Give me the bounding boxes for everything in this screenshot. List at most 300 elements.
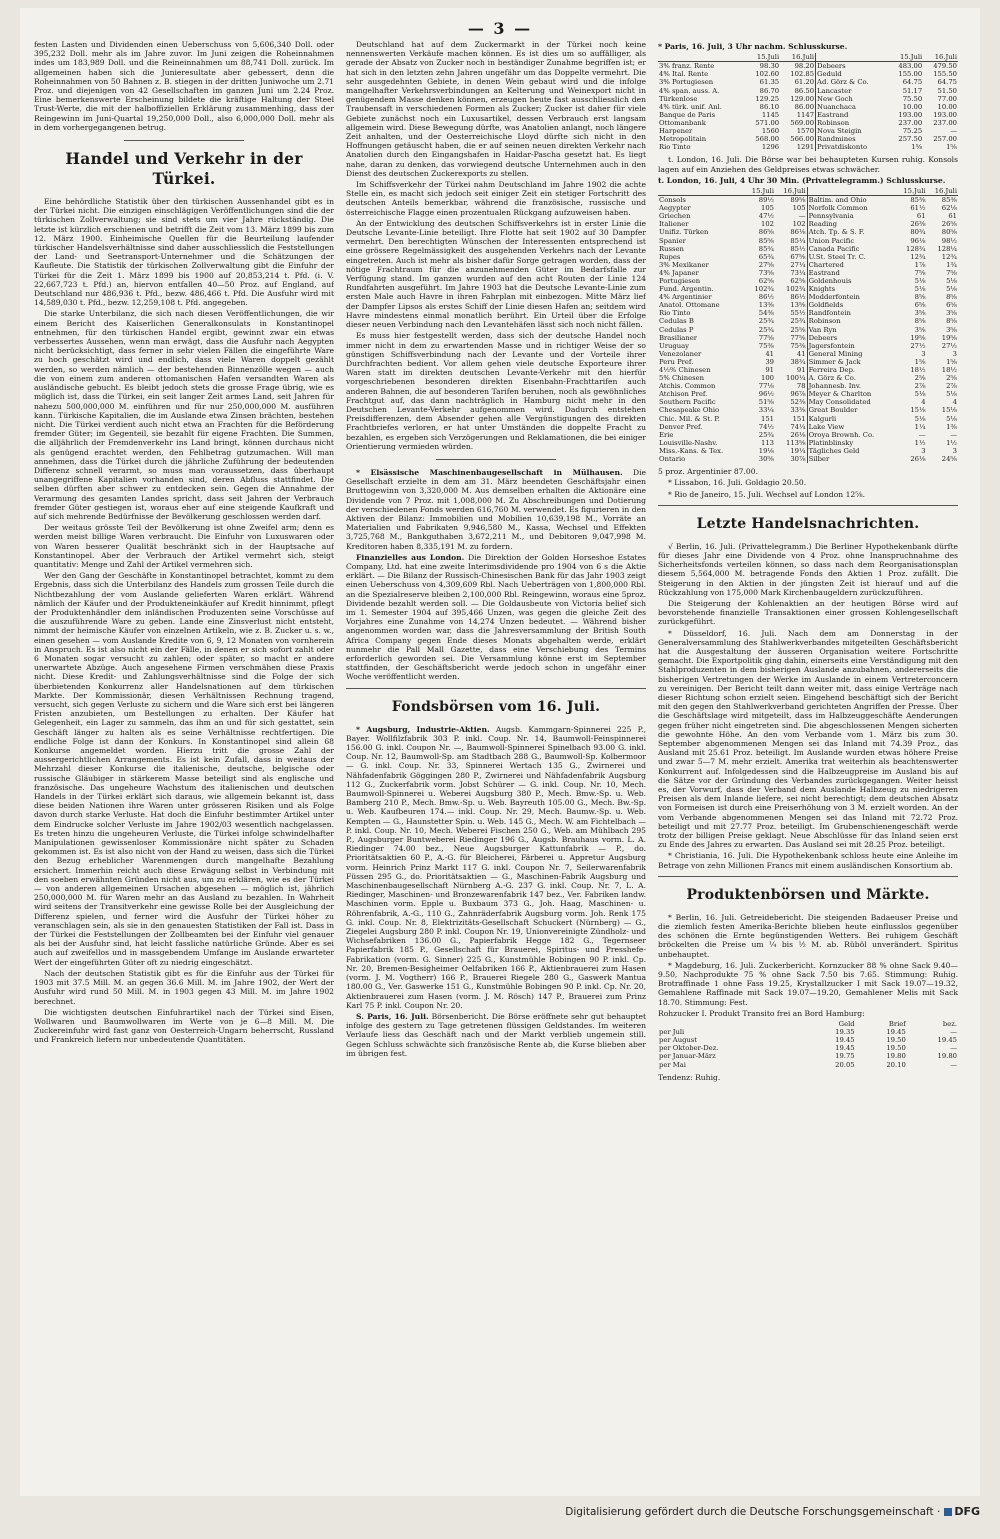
table-row: [658, 261, 958, 269]
table-cell-value: 1⅝: [911, 143, 923, 152]
column-1: [34, 40, 334, 1480]
table-cell-value: 6⅝: [914, 301, 926, 310]
table-cell-label: 3% Portugiesen: [659, 78, 714, 87]
table-cell-value: 105: [792, 204, 806, 213]
table-cell-value: 13⅝: [790, 301, 806, 310]
news-item: * Düsseldorf, 16. Juli. Nach dem am Donnerstag in der Generalversammlung des Stahlwerkverbandes mitgeteilten Geschäftsbericht hat die Ausgestaltung der äusseren Organisation weitere Fortschritte gemacht. Die Exportpolitik ging dahin, einerseits eine Verständigung mit den Stahlproduzenten in dem bisherigen Auslande anzubahnen, andererseits die bisherigen Vertretungen der Werke im Auslande in einem Vertreterconcern zu vereinigen. Der Bericht teilt dann weiter mit, dass einige Verträge nach dieser Richtung schon erzielt seien. Eingehend beschäftigt sich der Bericht mit den gegen den Stahlwerkverband gerichteten Angriffen der Presse. Über die Geschäftslage wird mitgeteilt, dass im Halbzeuggeschäfte Aenderungen gegen früher nicht eingetreten sind. Die abgeschlossenen Mengen sicherten die gewohnte Höhe. An den vom Verbande vom 1. März bis zum 30. September abgenommenen Mengen sei das Inland mit 74.39 Proz., das Ausland mit 25.61 Proz. beteiligt. Im Auslande wurden etwas höhere Preise und zwar 5—7 M. mehr erzielt. Amerika trat weiterhin als beachtenswerter Konkurrent auf. Infolgedessen sind die Halbzeugpreise im Ausland bis auf die Sätze vor der Gründung des Verbandes zurückgegangen. Weiter heisst es, der Vorwurf, dass der Verband dem Auslande Halbzeug zu niedrigeren Preisen als dem Inlande liefere, sei nicht berechtigt; dem deutschen Absatz von Formeisen ist durch eine Preiserhöhung von 3 M. erzielt worden. An der vom Verbande abgenommenen Mengen sei das Inland mit 72.72 Proz. beteiligt und mit 27.77 Proz. beteiligt. Im Grubenschienengeschäft werde trotz der billigen Preise geklagt. Neue Abschlüsse für das Inland seien erst zu Ende des Jahres zu erwarten. Das Ausland sei mit 28.25 Proz. beteiligt.: [658, 628, 958, 850]
table-cell-value: 237.00: [933, 118, 957, 127]
table-cell-value: 78: [796, 382, 806, 391]
table-cell-value: 25¾: [758, 430, 775, 439]
table-row: [658, 245, 958, 253]
table-cell-value: 73¼: [790, 268, 806, 277]
table-cell-label: Simmer & Jack: [807, 358, 895, 366]
table-cell-value: 155.00: [898, 70, 923, 79]
table-cell-value: 5⅛: [946, 414, 957, 423]
divider: [658, 876, 958, 877]
table-cell-value: 19.75: [835, 1052, 855, 1061]
table-cell-value: 100: [761, 374, 775, 383]
table-cell-value: 77⅝: [758, 333, 775, 342]
market-item-text: Augsb. Kammgarn-Spinnerei 225 P., Bayer. Wollfilzfabrik 303 P. inkl. Coup. Nr. 14, Baumwoll-Feinspinnerei 156.00 G. inkl. Coupon Nr. —, Baumwoll-Spinnerei Spinelbach 93.00 G. inkl. Coup. Nr. 12, Baumwoll-Sp. am Stadtbach 288 G., Baumwoll-Sp. Kolbermoor — G. inkl. Coup. Nr. 33, Spinnerei Wertach 135 G., Zwirnerei und Nähfadenfabrik Göggingen 280 P., Zwirnerei und Nähfadenfabrik Augsburg 112 G., Zuckerfabrik vorm. Jobst Schürer — G. inkl. Coup. Nr. 10, Mech. Baumwoll-Spinnerei u. Weberei Augsburg 380 P., Mech. Bmw.-Sp. u. Web. Bamberg 210 P., Mech. Bmw.-Sp. u. Web. Bayreuth 105.00 G., Mech. Bw.-Sp. u. Web. Kaufbeuren 174.— inkl. Coup. Nr. 29, Mech. Baumw.-Sp. u. Web. Kempten — G., Haunstetter Spin. u. Web. 145 G., Mech. W. am Fichtelbach — P. inkl. Coup. Nr. 10, Mech. Weberei Fischen 250 G., Web. am Mühlbach 295 P., Augsburger Buntweberei Riedinger 196 G., Augsb. Brauhaus vorm. L. A. Riedinger 74.00 bez., Neue Augsburger Kattunfabrik — P., do. Prioritätsaktien 60 P., A.-G. für Bleicherei, Färberei u. Appretur Augsburg vorm. Heinrich Prinz Markt 117 G. inkl. Coupon Nr. 7, Seilerwarenfabrik Füssen 295 G., do. Prioritätsaktien — G., Maschinen-Fabrik Augsburg und Maschinenbaugesellschaft Nürnberg A.-G. 237 G. inkl. Coup. Nr. 7, L. A. Riedinger, Maschinen- und Bronzewarenfabrik 147 bez., Ver. Fabriken landw. Maschinen vorm. Epple u. Buxbaum 373 G., Joh. Haag, Maschinen- u. Röhrenfabrik, A.-G., 110 G., Zahnräderfabrik Augsburg vorm. Joh. Renk 175 G. inkl. Coup. Nr. 8, Elektrizitäts-Gesellschaft Schuckert (Nürnberg) — G., Ziegelei Augsburg 280 P. inkl. Coupon Nr. 19, Unionvereinigte Zündholz- und Wichsefabriken 136.00 G., Papierfabrik Hegge 182 G., Tegernseer Papierfabrik 185 P., Gesellschaft für Brauerei, Spiritus- und Presshefe-Fabrikation (vorm. G. Sinner) 225 G., Kunstmühle Bobingen 90 P. inkl. Cp. Nr. 20, Bremen-Besigheimer Oelfabriken 166 P., Aktienbrauerei zum Hasen (vorm. J. M. Vogtherr) 166 P., Brauerei Riegele 280 G., Gaswerk Mantua 180.00 G., Ver. Gaswerke 151 G., Kunstmühle Bobingen 90 P. inkl. Cp. Nr. 20, Aktienbrauerei zum Hasen (vorm. J. M. Rösch) 147 P., Brauerei zum Prinz Karl 75 P. inkl. Coupon Nr. 20.: [346, 724, 646, 1010]
table-cell-label: per August: [659, 1036, 698, 1045]
table-row: [658, 204, 958, 212]
table-cell-value: 61: [948, 212, 957, 221]
table-cell-value: 1145: [761, 110, 780, 119]
table-cell-value: 102.60: [755, 70, 780, 79]
table-cell-label: Erie: [659, 430, 674, 439]
table-cell-value: 41: [765, 349, 775, 358]
table-cell-value: 96⅞: [790, 390, 806, 399]
table-cell-label: Tägliches Geld: [807, 447, 895, 455]
table-cell-label: 4% türk. unif. Anl.: [659, 102, 722, 111]
table-cell-value: 19⅝: [910, 333, 926, 342]
table-cell-label: Baltim. and Ohio: [807, 196, 895, 205]
table-row: [658, 1044, 958, 1052]
table-row: [658, 1052, 958, 1060]
table-cell-value: 151: [761, 414, 775, 423]
table-header: Brief: [888, 1020, 906, 1029]
table-cell-value: 100¼: [786, 374, 806, 383]
table-cell-value: 129.25: [755, 94, 780, 103]
lissabon-note: * Lissabon, 16. Juli. Goldagio 20.50.: [668, 478, 807, 488]
table-row: [658, 439, 958, 447]
table-cell-label: Ad. Görz & Co.: [816, 78, 889, 86]
footer: [20, 1505, 980, 1518]
table-cell-value: 128¼: [937, 244, 957, 253]
table-cell-value: 73⅝: [758, 268, 775, 277]
table-cell-value: 3⅝: [914, 309, 926, 318]
table-row: [658, 415, 958, 423]
table-cell-label: Rio Tinto: [659, 143, 691, 152]
table-cell-value: 13⅜: [758, 301, 775, 310]
news-list: [658, 542, 958, 870]
table-cell-label: Louisville-Nashv.: [659, 438, 718, 447]
table-cell-value: 85¾: [758, 244, 775, 253]
table-cell-value: 5⅛: [914, 414, 926, 423]
table-row: [658, 1036, 958, 1044]
table-cell-value: 569.00: [790, 118, 815, 127]
table-cell-value: 257.00: [933, 135, 957, 144]
table-cell-value: 1⅝: [946, 357, 957, 366]
table-row: [658, 277, 958, 285]
table-cell-value: 98.30: [759, 62, 780, 71]
table-cell-value: 26⅛: [910, 455, 926, 464]
table-cell-label: Union Pacific: [807, 237, 895, 245]
section-headline-produkten: Produktenbörsen und Märkte.: [686, 886, 930, 903]
article-paragraph: Es muss hier festgestellt werden, dass sich der deutsche Handel noch immer nicht in dem zu erwartenden Masse und in richtiger Weise der so günstigen Schiffsverbindung nach der Levante und der Vorteile ihrer Durchfrachten bedient. Vor allem gehen viele deutsche Exporteure ihrer Waren statt im direkten deutschen Levante-Verkehr mit den hierfür vorgeschriebenen besonderen direkten Eisenbahn-Frachttarifen auch anderen Bahnen, die auf besonderen Tarifen beruhen, noch als gewöhnliches Frachtgut auf, das dann nachträglich in Hamburg nicht mehr in den Deutschen Levante-Verkehr aufgenommen wird. Dadurch entstehen Preisdifferenzen, dem Absender gehen alle Vergünstigungen des direkten Frachtbriefes verloren, er hat unter Umständen die doppelte Fracht zu bezahlen, es ergeben sich Verzögerungen und Reklamationen, die bei einiger Orientierung vermieden würden.: [346, 331, 646, 451]
table-row: [658, 269, 958, 277]
table-cell-value: 74¼: [790, 422, 806, 431]
table-cell-value: 3: [921, 446, 926, 455]
section-headline-fondsboersen: Fondsbörsen vom 16. Juli.: [391, 698, 601, 715]
table-cell-value: —: [950, 1028, 957, 1037]
table-cell-value: 65¾: [758, 252, 775, 261]
table-cell-value: 61.20: [794, 78, 815, 87]
table-row: [658, 285, 958, 293]
table-cell-value: 80⅝: [941, 228, 957, 237]
column-2: [346, 40, 646, 1480]
table-cell-label: Türkenlose: [659, 94, 698, 103]
table-header-row: [658, 187, 958, 196]
table-cell-value: 5⅛: [914, 276, 926, 285]
table-row: [658, 293, 958, 301]
table-cell-value: 3: [921, 349, 926, 358]
table-cell-label: Debeers: [807, 334, 895, 342]
table-cell-value: 1¼: [914, 422, 926, 431]
table-cell-label: Goldfields: [807, 301, 895, 309]
table-row: [658, 406, 958, 414]
table-cell-value: 33⅜: [790, 406, 806, 415]
rio-note: * Rio de Janeiro, 15. Juli. Wechsel auf London 12⅝.: [668, 489, 866, 499]
table-cell-value: —: [918, 430, 926, 439]
table-row: [658, 143, 958, 151]
table-cell-value: 77⅝: [790, 333, 806, 342]
table-cell-value: 86⅝: [758, 228, 775, 237]
newspaper-page: [20, 8, 980, 1496]
table-cell-label: Ferreira Dep.: [807, 366, 895, 374]
table-cell-value: 1296: [761, 143, 780, 152]
table-row: [658, 398, 958, 406]
table-row: [658, 358, 958, 366]
table-cell-value: 27½: [910, 341, 926, 350]
table-cell-label: Robinson: [807, 317, 895, 325]
table-cell-label: per Januar-März: [659, 1052, 716, 1061]
table-cell-value: 19.80: [886, 1052, 906, 1061]
table-cell-value: 30⅝: [758, 455, 775, 464]
table-cell-label: Robinson: [816, 119, 889, 127]
table-cell-value: 25¾: [758, 317, 775, 326]
table-cell-value: —: [950, 127, 957, 136]
section-headline-handelsnachrichten: Letzte Handelsnachrichten.: [696, 515, 920, 532]
table-cell-value: 10.00: [902, 102, 923, 111]
table-cell-label: Canada Pacific: [807, 245, 895, 253]
table-cell-value: 20.10: [886, 1060, 906, 1069]
table-cell-value: 5⅛: [914, 285, 926, 294]
table-cell-label: Goldenhouis: [807, 277, 895, 285]
table-cell-value: 1½: [914, 438, 926, 447]
table-cell-value: 113⅝: [786, 438, 806, 447]
table-cell-value: 47½: [758, 212, 775, 221]
london-intro: t. London, 16. Juli. Die Börse war bei behaupteten Kursen ruhig. Konsols lagen auf ein Anziehen des Geldpreises etwas schwächer.: [658, 155, 958, 174]
table-cell-value: 8⅝: [946, 317, 957, 326]
news-item-text: Die Gesellschaft erzielte in dem am 31. März beendeten Geschäftsjahr einen Bruttogewinn von 3,320,000 M. Aus demselben erhalten die Aktionäre eine Dividende von 7 Proz. mit 1,008,000 M. Zu Abschreibungen und Dotierung der verschiedenen Fonds werden 616,760 M. verwendet. Es figurieren in den Aktiven der Bilanz: Immobilien und Mobilien 10,639,198 M., Vorräte an Materialien und Fabrikaten 9,946,580 M., Kassa, Wechsel und Effekten 3,725,768 M., Bankguthaben 3,672,211 M., und Debitoren 9,047,998 M. Kreditoren haben 8,335,191 M. zu fordern.: [346, 467, 646, 551]
table-cell-value: 19⅛: [758, 446, 775, 455]
table-cell-value: 1⅝: [946, 143, 957, 152]
table-cell-value: —: [950, 1044, 957, 1053]
table-cell-value: 1147: [796, 110, 815, 119]
table-cell-value: 64.75: [902, 78, 923, 87]
news-item: Die Steigerung der Kohlenaktien an der heutigen Börse wird auf bevorstehende finanzielle Transaktionen einer grossen Kohlengesellschaft zurückgeführt.: [658, 598, 958, 627]
table-row: [658, 212, 958, 220]
table-cell-value: 89½: [758, 196, 775, 205]
table-cell-label: 4% Ital. Rente: [659, 70, 709, 79]
paris-quotes-table: [658, 53, 958, 151]
news-item: √ Berlin, 16. Juli. (Privattelegramm.) Die Berliner Hypothekenbank dürfte für dieses Jahr eine Dividende von 4 Proz. ohne Inanspruchnahme des Sicherheitsfonds verteilen können, so dass nach dem Reorganisationsplan diesem 5,564,000 M. betragende Fonds den Aktien 1 Proz. zufällt. Die Steigerung in den Aktien in der jüngsten Zeit ist hierauf und auf die Rückzahlung von 175,000 Mark Kirchenbaugeldern zurückzuführen.: [658, 541, 958, 597]
table-cell-value: 3⅝: [946, 309, 957, 318]
table-cell-value: 54⅜: [758, 309, 775, 318]
market-item-text: Börsenbericht. Die Börse eröffnete sehr gut behauptet infolge des gestern zu Tage getretenen flüssigen Geldstandes. Im weiteren Verlaufe liess das Geschäft nach und der Markt verblieb ungemein still. Gegen Schluss schwächte sich französische Rente ab, die Kurse blieben aber im übrigen fest.: [346, 1011, 646, 1058]
table-cell-value: 85⅜: [910, 196, 926, 205]
table-cell-label: Jagersfontein: [807, 342, 895, 350]
table-cell-value: 2⅞: [946, 382, 957, 391]
table-header: 16.Juli: [775, 187, 807, 196]
table-header: 16.Juli: [927, 187, 958, 196]
table-cell-value: 15⅛: [941, 406, 957, 415]
london-quotes-heading: t. London, 16. Juli, 4 Uhr 30 Min. (Privattelegramm.) Schlusskurse.: [658, 175, 946, 185]
table-cell-value: 3: [952, 446, 957, 455]
table-cell-value: 86.50: [794, 86, 815, 95]
table-cell-value: 113: [761, 438, 775, 447]
table-cell-label: 3% franz. Rente: [659, 62, 715, 71]
table-cell-value: 19.35: [835, 1028, 855, 1037]
table-cell-value: 20.05: [835, 1060, 855, 1069]
prod-tendenz: Tendenz: Ruhig.: [658, 1072, 721, 1082]
table-cell-value: 568.00: [755, 135, 780, 144]
footer-credit: Digitalisierung gefördert durch die Deutsche Forschungsgemeinschaft ·: [565, 1505, 941, 1518]
table-row: [658, 103, 958, 111]
table-cell-value: 257.50: [898, 135, 923, 144]
table-cell-label: Privatdiskonto: [816, 143, 889, 151]
table-header: bez.: [942, 1020, 957, 1029]
table-cell-value: 25¾: [758, 325, 775, 334]
table-row: [658, 220, 958, 228]
table-row: [658, 447, 958, 455]
page-number: — 3 —: [467, 19, 533, 38]
table-cell-value: 4: [921, 398, 926, 407]
table-cell-label: Banque de Paris: [659, 110, 716, 119]
table-cell-value: 62⅛: [941, 204, 957, 213]
table-cell-label: Anatol. Ottomane: [659, 301, 720, 310]
table-cell-label: Modderfontein: [807, 293, 895, 301]
table-cell-label: Rio Tinto: [659, 309, 691, 318]
table-cell-label: 4½% Chinesen: [659, 366, 711, 374]
table-header: 15.Juli: [895, 187, 926, 196]
table-cell-label: Randfontein: [807, 309, 895, 317]
table-cell-value: 8⅝: [946, 293, 957, 302]
article-paragraph: Eine behördliche Statistik über den türkischen Aussenhandel gibt es in der Türkei nicht. Die einzigen einschlägigen Veröffentlichungen sind die der türkischen Zollverwaltung; sie sind stets um vier Jahre rückständig. Die letzte ist kürzlich erschienen und betrifft die Zeit vom 13. März 1899 bis zum 12. März 1900. Einheimische Quellen für die Beurteilung laufender türkischer Handelsverhältnisse sind daher ausschliesslich die Feststellungen der Land- und Seetransport-Unternehmer und die Schätzungen der Kaufleute. Die Statistik der türkischen Zollverwaltung gibt die Einfuhr der Türkei für die Zeit 1. März 1899 bis 1900 auf 20,853,214 t. Pfd. (i. V. 22,667,723 t. Pfd.) an, hiervon entfallen 40—50 Proz. auf England, auf Deutschland nur 486,936 t. Pfd., bezw. 486,466 t. Pfd. Die Ausfuhr wird mit 14,589,030 t. Pfd., bezw. 12,259,108 t. Pfd. angegeben.: [34, 197, 334, 308]
table-cell-label: Consols: [659, 196, 686, 205]
table-cell-label: Debeers: [816, 62, 889, 71]
table-cell-value: 193.00: [898, 110, 923, 119]
table-row: [658, 87, 958, 95]
table-cell-value: 26⅝: [941, 220, 957, 229]
table-cell-value: 237.00: [898, 118, 923, 127]
table-cell-value: 15⅛: [910, 406, 926, 415]
table-cell-value: 18½: [910, 366, 926, 374]
article-paragraph: Im Schiffsverkehr der Türkei nahm Deutschland im Jahre 1902 die achte Stelle ein, es macht sich jedoch seit einiger Zeit ein stetiger Fortschritt des deutschen Anteils bemerkbar, während die französische, russische und österreichische Flagge einen prozentualen Rückgang aufzuweisen haben.: [346, 180, 646, 217]
table-cell-value: 98½: [941, 236, 957, 245]
news-item-title: * Elsässische Maschinenbaugesellschaft in Mülhausen.: [356, 467, 623, 477]
table-cell-value: 25⅝: [790, 325, 806, 334]
table-cell-value: 1½: [946, 438, 957, 447]
table-row: [658, 342, 958, 350]
table-cell-label: Chic. Mil. & St. P.: [659, 414, 720, 423]
table-row: [658, 423, 958, 431]
table-cell-value: 155.50: [933, 70, 957, 79]
table-cell-value: 27⅝: [758, 260, 775, 269]
table-cell-value: 5⅛: [946, 276, 957, 285]
table-row: [658, 374, 958, 382]
table-cell-value: 102: [761, 220, 775, 229]
table-cell-label: Meyer & Charlton: [807, 390, 895, 398]
table-cell-value: 2⅝: [946, 374, 957, 383]
table-cell-value: 105: [761, 204, 775, 213]
table-cell-value: 24⅝: [941, 455, 957, 464]
table-cell-label: Denver Pref.: [659, 422, 703, 431]
table-cell-value: 86.00: [794, 102, 815, 111]
table-cell-value: 566.00: [790, 135, 815, 144]
table-row: [658, 78, 958, 86]
table-cell-value: 74½: [758, 422, 775, 431]
table-cell-value: 1¾: [946, 260, 957, 269]
table-cell-value: 96⅛: [910, 236, 926, 245]
table-header: 16.Juli: [923, 53, 958, 62]
table-cell-value: 86½: [790, 293, 806, 302]
article-paragraph: Nach der deutschen Statistik gibt es für die Einfuhr aus der Türkei für 1903 mit 37.5 Mill. M. an gegen 36.6 Mill. M. im Jahre 1902, der Wert der Ausfuhr wird rund 50 Mill. M. in 1903 gegen 43 Mill. M. im Jahre 1902 berechnet.: [34, 968, 334, 1006]
table-cell-label: A. Görz & Co.: [807, 374, 895, 382]
table-cell-value: 1560: [761, 127, 780, 136]
table-row: [658, 127, 958, 135]
table-cell-value: 27¼: [790, 260, 806, 269]
news-item: * Christiania, 16. Juli. Die Hypothekenbank schloss heute eine Anleihe im Betrage von zehn Millionen Francs mit einem ausländischen Konsortium ab.: [658, 851, 958, 870]
table-cell-label: Oroya Brownh. Co.: [807, 431, 895, 439]
table-cell-value: 86½: [758, 293, 775, 302]
table-header-row: [658, 53, 958, 62]
table-cell-label: Cedulas P: [659, 325, 694, 334]
market-item-title: * Augsburg, Industrie-Aktien.: [356, 724, 490, 734]
divider: [436, 459, 556, 460]
table-cell-value: 19⅝: [941, 333, 957, 342]
table-cell-label: Randmines: [816, 135, 889, 143]
market-item-title: S. Paris, 16. Juli.: [356, 1011, 429, 1021]
article-paragraph: Die starke Unterbilanz, die sich nach diesen Veröffentlichungen, die wir einem Bericht des Kaiserlichen Generalkonsulats in Konstantinopel entnehmen, für den türkischen Handel ergibt, gewinnt zwar ein etwas verbessertes Aussehen, wenn man erwägt, dass die Ausfuhr nach Aegypten nicht berücksichtigt, dass ferner in sehr vielen Fällen die eingeführte Ware zu hoch geschätzt wird und endlich, dass viele Waren doppelt gezählt werden, so werden nämlich — der bestehenden Binnenzölle wegen — auch die von einem zum anderen ottomanischen Hafen versandten Waren als ausländische gebucht. Es bleibt jedoch stets die grosse Frage übrig, wie es möglich ist, dass die Türkei, ein seit langer Zeit armes Land, seit Jahren für nahezu 500,000,000 M. einführen und für nur 250,000,000 M. ausführen kann. Türkische Kapitalien, die im Auslande etwa Zinsen brächten, bestehen nicht. Die Türkei verdient auch nicht etwa an Frachten für die Beförderung fremder Güter; im Gegenteil, sie bezahlt für eigene Frachten. Die Summen, die alljährlich der Fremdenverkehr ins Land bringt, können durchaus nicht als genügend erachtet werden, den Fehlbetrag gutzumachen. Will man annehmen, dass die Türkei durch die jährliche Zuführung der bedeutenden Differenz schnell verarmt, so muss man voraussetzen, dass überhaupt unangegriffene Kapitalien vorhanden sind, deren Abfluss stattfindet. Die selben dürften aber schwer zu entdecken sein. Gegen die Annahme der Verarmung des gesamten Landes spricht, dass seit Jahren der Verbrauch fremder Güter gestiegen ist, woraus eher auf eine steigende Kaufkraft und auf sich mehrende Bedürfnisse der Bevölkerung geschlossen werden darf.: [34, 309, 334, 521]
table-cell-label: Griechen: [659, 212, 691, 221]
table-cell-label: 4% Japaner: [659, 268, 699, 277]
table-cell-value: 89⅝: [790, 196, 806, 205]
intro-paragraph: festen Lasten und Dividenden einen Ueberschuss von 5,606,340 Doll. oder 395,232 Doll. mehr als im Jahre zuvor. Im Juni zeigen die Roheinnahmen indes um 183,989 Doll. und die Reineinnahmen um 88,741 Doll. zurück. Im allgemeinen haben sich die Junieresultate aber gebessert, denn die Roheinnahmen von 50 Bahnen z. B. stiegen in der dritten Juniwoche um 2.71 Proz. und diejenigen von 42 Gesellschaften im ganzen Juni um 2.24 Proz. Eine bemerkenswerte Erscheinung bildete die kräftige Haltung der Steel Trust-Werte, die mit der halboffiziellen Erklärung zusammenhing, dass der Reingewinn im Juni-Quartal 19,250,000 Doll., also 6,000,000 Doll. mehr als in dem vorhergegangenen betrug.: [34, 40, 334, 132]
table-cell-value: 98.20: [794, 62, 815, 71]
table-row: [658, 326, 958, 334]
table-cell-label: 4% Argentinier: [659, 293, 712, 302]
table-cell-value: 85½: [790, 244, 806, 253]
article-headline-tuerkei: Handel und Verkehr in der Türkei.: [65, 149, 303, 189]
table-cell-label: Unifiz. Türken: [659, 228, 709, 237]
table-row: [658, 253, 958, 261]
table-cell-label: 3% Mexikaner: [659, 260, 709, 269]
table-cell-value: 8⅝: [914, 317, 926, 326]
table-cell-value: 19.50: [886, 1036, 906, 1045]
table-cell-value: 27½: [941, 341, 957, 350]
table-row: [658, 95, 958, 103]
table-cell-value: 7⅝: [946, 268, 957, 277]
table-cell-label: Van Ryn: [807, 326, 895, 334]
news-item-elsass: [346, 468, 646, 551]
table-cell-label: Great Boulder: [807, 406, 895, 414]
table-cell-value: 38¾: [790, 357, 806, 366]
table-cell-value: 80¾: [910, 228, 926, 237]
article-paragraph: Der weitaus grösste Teil der Bevölkerung ist ohne Zweifel arm; denn es werden meist billige Waren verbraucht. Die Einfuhr von Luxuswaren oder von Waren besserer Qualität beschränkt sich in der Hauptsache auf Konstantinopel. Aber der Verbrauch der Artikel vermehrt sich, steigt quantitativ: Menge und Zahl der Artikel vermehren sich.: [34, 523, 334, 569]
table-cell-label: Johannesb. Inv.: [807, 382, 895, 390]
table-cell-value: 19.50: [886, 1044, 906, 1053]
table-cell-label: Lake View: [807, 423, 895, 431]
article-body-continued: [346, 40, 646, 451]
table-cell-value: 75.25: [902, 127, 923, 136]
table-cell-value: —: [950, 1060, 957, 1069]
table-cell-label: Chartered: [807, 261, 895, 269]
table-cell-value: 19.45: [937, 1036, 957, 1045]
table-cell-value: 41: [796, 349, 806, 358]
table-cell-label: Atchis. Common: [659, 382, 716, 391]
table-cell-value: 8⅝: [914, 293, 926, 302]
table-cell-value: 19.80: [937, 1052, 957, 1061]
table-cell-value: 5⅛: [946, 390, 957, 399]
table-cell-value: 75.50: [902, 94, 923, 103]
table-cell-label: Aegypter: [659, 204, 691, 213]
table-cell-value: 91: [765, 366, 775, 374]
table-cell-value: 102¾: [754, 285, 775, 294]
table-cell-value: 86⅛: [790, 228, 806, 237]
table-cell-value: 39: [765, 357, 775, 366]
table-cell-value: 96½: [758, 390, 775, 399]
table-header: Geld: [838, 1020, 855, 1029]
table-cell-label: Norfolk Common: [807, 204, 895, 212]
table-cell-label: Brasilianer: [659, 333, 698, 342]
table-cell-label: 4% span. auss. A.: [659, 86, 720, 95]
table-header-row: [658, 1020, 958, 1028]
table-cell-label: 5% Chinesen: [659, 374, 704, 383]
table-row: [658, 196, 958, 205]
table-row: [658, 350, 958, 358]
market-item-augsburg: [346, 725, 646, 1010]
table-cell-label: Kalgurli: [807, 415, 895, 423]
table-cell-label: Portugiesen: [659, 276, 701, 285]
table-cell-value: 86.10: [759, 102, 780, 111]
table-cell-value: 77.00: [937, 94, 957, 103]
table-cell-value: 5⅛: [914, 390, 926, 399]
article-body: [34, 197, 334, 1044]
table-cell-value: 26⅜: [910, 220, 926, 229]
table-cell-label: Platinblinsky: [807, 439, 895, 447]
table-cell-value: 6⅝: [946, 301, 957, 310]
table-row: [658, 431, 958, 439]
table-cell-value: 1⅝: [914, 357, 926, 366]
table-cell-label: Peru Pref.: [659, 357, 694, 366]
prod-magdeburg: * Magdeburg, 16. Juli. Zuckerbericht. Kornzucker 88 % ohne Sack 9.40—9.50, Nachprodukte 75 % ohne Sack 7.50 bis 7.65. Stimmung: Ruhig. Brotraffinade 1 ohne Fass 19.25, Krystallzucker I mit Sack 19.07—19.32, Gemahlene Raffinade mit Sack 19.07—19.20, Gemahlener Melis mit Sack 18.70. Stimmung: Fest.: [658, 960, 958, 1007]
table-cell-label: Atchison Pref.: [659, 390, 708, 399]
news-item-london: [346, 553, 646, 682]
dfg-logo-icon: DFG: [944, 1505, 980, 1518]
table-cell-label: Silber: [807, 455, 895, 463]
table-cell-label: Venezolaner: [659, 349, 702, 358]
table-cell-label: Ottomanbank: [659, 118, 706, 127]
table-cell-value: 85⅜: [941, 196, 957, 205]
table-cell-value: —: [798, 212, 806, 221]
table-cell-label: Geduld: [816, 70, 889, 78]
table-cell-value: 91: [796, 366, 806, 374]
table-cell-value: 3⅝: [914, 325, 926, 334]
table-cell-value: 67⅝: [790, 252, 806, 261]
table-cell-value: 483.00: [898, 62, 923, 71]
table-cell-value: 64.75: [937, 78, 957, 87]
table-header: 15.Juli: [744, 187, 775, 196]
divider: [124, 140, 244, 141]
table-cell-label: Knights: [807, 285, 895, 293]
table-row: [658, 135, 958, 143]
table-cell-value: 62⅝: [790, 276, 806, 285]
table-cell-label: Miss.-Kans. & Tex.: [659, 446, 724, 455]
table-cell-label: Southern Pacific: [659, 398, 716, 407]
table-row: [658, 119, 958, 127]
table-cell-value: 85¼: [790, 236, 806, 245]
